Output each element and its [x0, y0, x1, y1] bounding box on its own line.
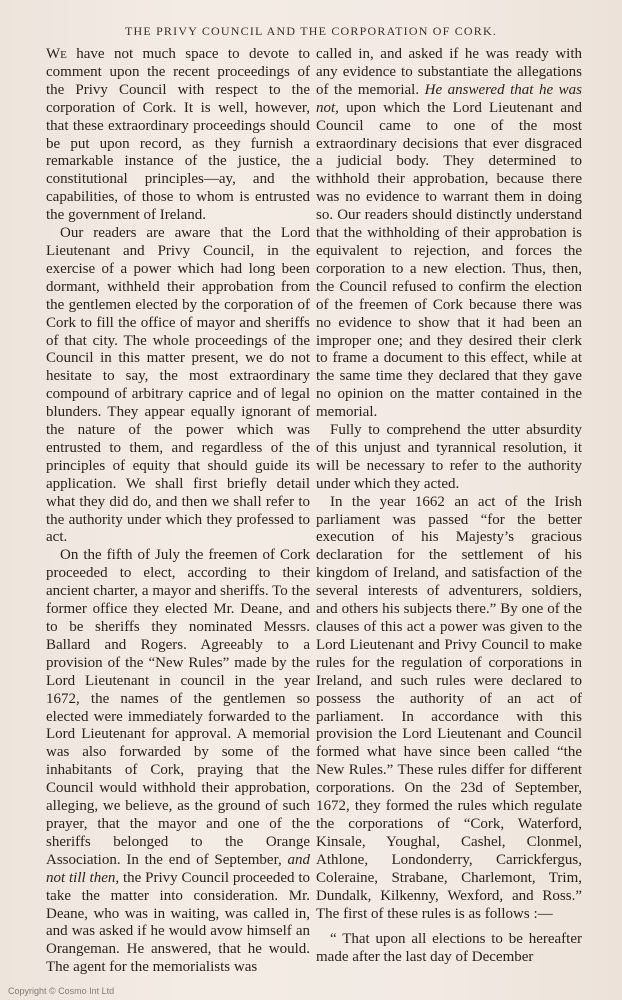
quotation: “ That upon all elections to be hereafter made after the last day of December [316, 931, 582, 966]
left-column [46, 46, 310, 977]
paragraph-2: Our readers are aware that the Lord Lieutenant and Privy Council, in the exercise of a power which had long been dormant, withheld their approbation from the gentlemen elected by the corporation of Cork to fill the office of mayor and sheriffs of that city. The whole proceedings of the Council in this matter present, we do not hesitate to say, the most extraordinary compound of arbitrary caprice and of legal blunders. They appear equally ignorant of the nature of the power which was entrusted to them, and regardless of the principles of equity that should guide its application. We shall first briefly detail what they did do, and then we shall refer to the authority under which they professed to act. [46, 225, 310, 546]
right-column [316, 46, 582, 967]
opening-word: We [46, 46, 67, 62]
running-title: THE PRIVY COUNCIL AND THE CORPORATION OF CORK. [124, 24, 498, 38]
paragraph-1-text: have not much space to devote to comment upon the recent proceedings of the Privy Council with respect to the corporation of Cork. It is well, however, that these extraordinary proceedings should be put upon record, as they furnish a remarkable instance of the justice, the constitutional principles—ay, and the capabilities, of those to whom is entrusted the government of Ireland. [46, 46, 310, 224]
paragraph-3-text-b: the Privy Council proceeded to take the matter into consideration. Mr. Deane, who was in waiting, was called in, and was asked if he would avow himself an Orangeman. He answered, that he would. The agent for the memorialists was [46, 869, 310, 976]
paragraph-1 [46, 46, 310, 225]
paragraph-4 [316, 46, 582, 422]
paragraph-5: Fully to comprehend the utter absurdity of this unjust and tyrannical resolution, it will be necessary to refer to the authority under which they acted. [316, 422, 582, 492]
paragraph-3-text-a: On the fifth of July the freemen of Cork proceeded to elect, according to their ancient charter, a mayor and sheriffs. To the former office they elected Mr. Deane, and to be sheriffs they nominated Messrs. Ballard and Rogers. Agreeably to a provision of the “New Rules” made by the Lord Lieutenant in council in the year 1672, the names of the gentlemen so elected were immediately forwarded to the Lord Lieutenant for approval. A memorial was also forwarded by some of the inhabitants of Cork, praying that the Council would withhold their approbation, alleging, we believe, as the ground of such prayer, that the mayor and one of the sheriffs belonged to the Orange Association. In the end of September, [46, 547, 310, 868]
copyright-watermark: Copyright © Cosmo Int Ltd [8, 986, 115, 996]
paragraph-4-text-b: upon which the Lord Lieutenant and Council came to one of the most extraordinary decisions that ever disgraced a judicial body. They determined to withhold their approbation, because there was no evidence to warrant them in doing so. Our readers should distinctly understand that the withholding of their approbation is equivalent to rejection, and forces the corporation to a new election. Thus, then, the Council refused to confirm the election of the freemen of Cork because there was no evidence to show that it had been an improper one; and they desired their clerk to frame a document to this effect, while at the same time they declared that they gave no opinion on the matter contained in the memorial. [316, 99, 582, 421]
paragraph-3-emphasis: and not till then, [46, 851, 310, 886]
paragraph-3 [46, 547, 310, 977]
paragraph-6: In the year 1662 an act of the Irish parliament was passed “for the better execution of his Majesty’s gracious declaration for the settlement of his kingdom of Ireland, and satisfaction of the several interests of adventurers, soldiers, and others his subjects there.” By one of the clauses of this act a power was given to the Lord Lieutenant and Privy Council to make rules for the regulation of corporations in Ireland, and such rules were declared to possess the authority of an act of parliament. In accordance with this provision the Lord Lieutenant and Council formed what have since been called “the New Rules.” These rules differ for different corporations. On the 23d of September, 1672, they formed the rules which regulate the corporations of “Cork, Waterford, Kinsale, Youghal, Cashel, Clonmel, Athlone, Londonderry, Carrickfergus, Coleraine, Strabane, Charlemont, Trim, Dundalk, Kilkenny, Wexford, and Ross.” The first of these rules is as follows :— [316, 493, 582, 922]
paragraph-4-text-a: called in, and asked if he was ready with any evidence to substantiate the allegations of the memorial. [316, 46, 582, 98]
paragraph-4-emphasis: He answered that he was not, [316, 81, 582, 116]
